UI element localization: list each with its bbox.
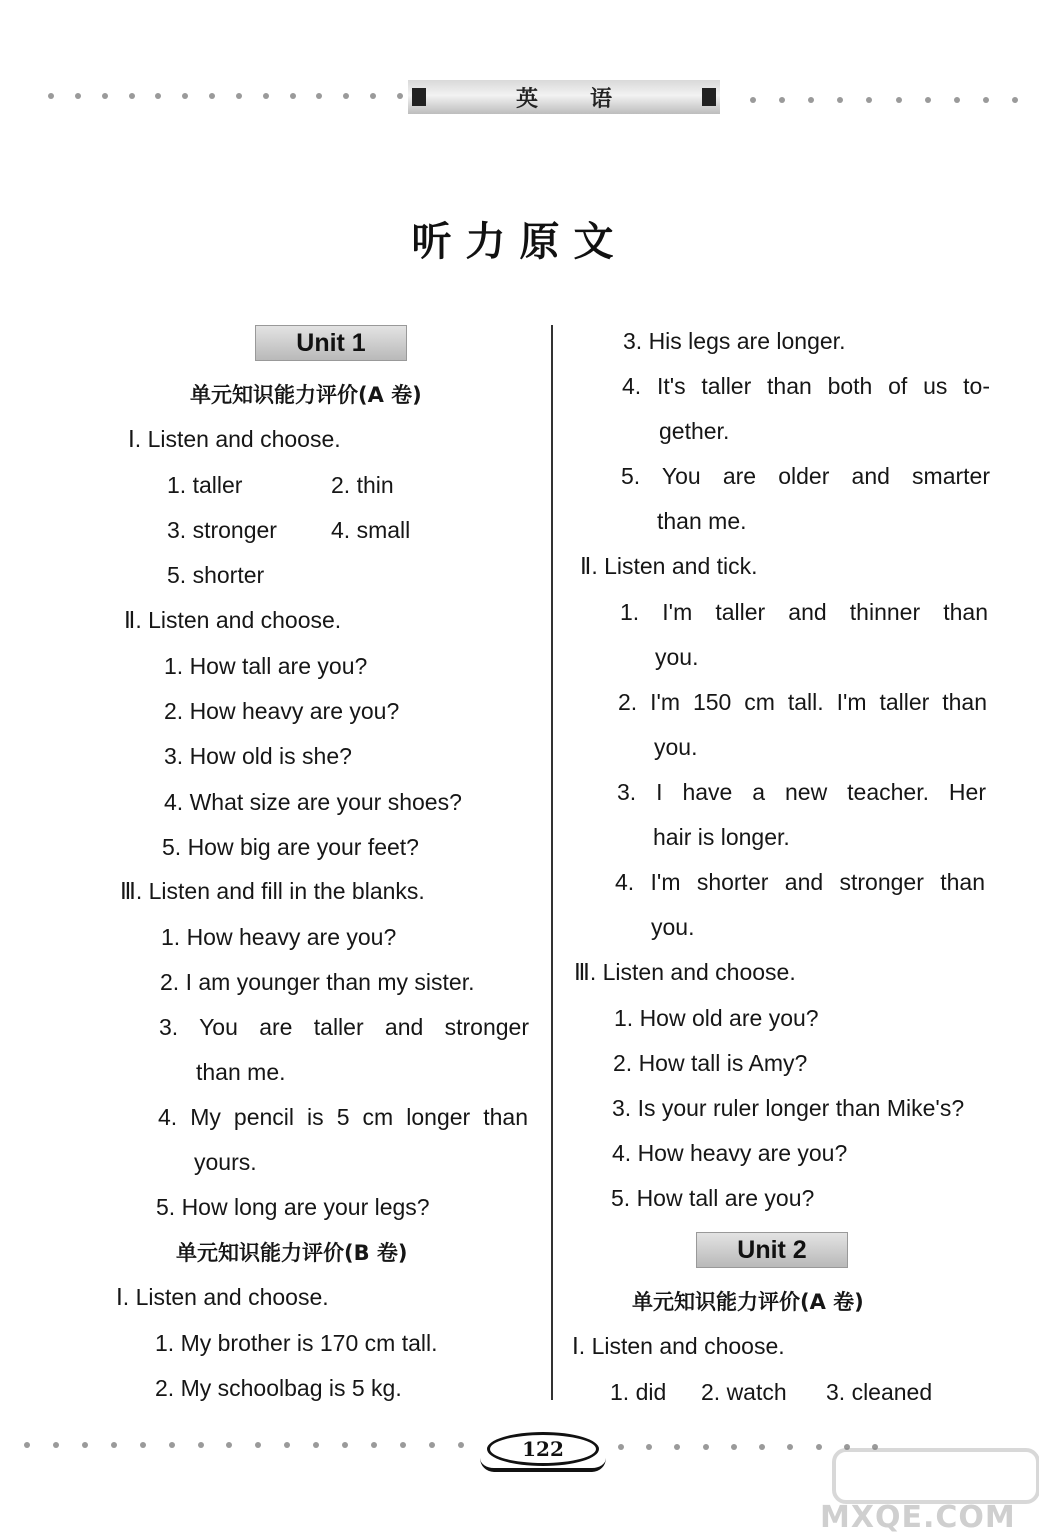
header-right-cap	[702, 88, 716, 106]
list-item: 3. You are taller and stronger	[159, 1014, 529, 1040]
list-item: 1. How old are you?	[614, 1005, 819, 1031]
list-item: 5. shorter	[167, 562, 265, 588]
header-left-cap	[412, 88, 426, 106]
list-item: 2. thin	[331, 472, 394, 498]
decorative-dot	[263, 93, 269, 99]
list-item: 5. You are older and smarter	[621, 463, 990, 489]
decorative-dot	[370, 93, 376, 99]
list-item: 4. What size are your shoes?	[164, 789, 462, 815]
list-item: 2. I am younger than my sister.	[160, 969, 475, 995]
list-item: 4. I'm shorter and stronger than	[615, 869, 985, 895]
decorative-dot	[458, 1442, 464, 1448]
subject-header-band	[408, 80, 720, 114]
unit2-a-part1-heading: Ⅰ. Listen and choose.	[572, 1333, 785, 1359]
decorative-dot	[82, 1442, 88, 1448]
unit-2-badge: Unit 2	[696, 1232, 848, 1268]
decorative-dot	[129, 93, 135, 99]
decorative-dot	[646, 1444, 652, 1450]
decorative-dot	[316, 93, 322, 99]
decorative-dot	[1012, 97, 1018, 103]
list-item: 4. It's taller than both of us to-	[622, 373, 990, 399]
decorative-dot	[759, 1444, 765, 1450]
unit-1-badge: Unit 1	[255, 325, 407, 361]
top-dot-row-left	[48, 93, 403, 99]
decorative-dot	[674, 1444, 680, 1450]
list-item: 3. How old is she?	[164, 743, 352, 769]
decorative-dot	[808, 97, 814, 103]
decorative-dot	[182, 93, 188, 99]
list-item-continuation: than me.	[657, 508, 747, 534]
list-item-continuation: you.	[651, 914, 695, 940]
list-item-continuation: than me.	[196, 1059, 286, 1085]
bottom-dot-row-left	[24, 1442, 464, 1448]
list-item: 5. How tall are you?	[611, 1185, 815, 1211]
unit1-b-part2-heading: Ⅱ. Listen and tick.	[580, 553, 758, 579]
decorative-dot	[75, 93, 81, 99]
list-item: 3. Is your ruler longer than Mike's?	[612, 1095, 965, 1121]
list-item: 1. did	[610, 1379, 667, 1405]
list-item-continuation: you.	[655, 644, 699, 670]
decorative-dot	[198, 1442, 204, 1448]
decorative-dot	[284, 1442, 290, 1448]
decorative-dot	[731, 1444, 737, 1450]
unit1-a-part1-heading: Ⅰ. Listen and choose.	[128, 426, 341, 452]
decorative-dot	[290, 93, 296, 99]
list-item: 1. taller	[167, 472, 243, 498]
list-item: 4. small	[331, 517, 411, 543]
watermark-logo	[832, 1448, 1039, 1504]
decorative-dot	[400, 1442, 406, 1448]
decorative-dot	[169, 1442, 175, 1448]
list-item: 3. cleaned	[826, 1379, 933, 1405]
list-item: 1. How heavy are you?	[161, 924, 397, 950]
decorative-dot	[750, 97, 756, 103]
decorative-dot	[837, 97, 843, 103]
column-divider	[551, 325, 553, 1400]
list-item: 2. How heavy are you?	[164, 698, 400, 724]
page-title: 听力原文	[411, 218, 628, 265]
unit1-b-part3-heading: Ⅲ. Listen and choose.	[574, 959, 796, 985]
list-item: 3. stronger	[167, 517, 277, 543]
list-item: 2. watch	[701, 1379, 787, 1405]
list-item-continuation: you.	[654, 734, 698, 760]
unit1-a-part2-heading: Ⅱ. Listen and choose.	[124, 607, 342, 633]
decorative-dot	[313, 1442, 319, 1448]
decorative-dot	[111, 1442, 117, 1448]
list-item: 2. How tall is Amy?	[613, 1050, 808, 1076]
page-number: 122	[487, 1432, 599, 1466]
decorative-dot	[24, 1442, 30, 1448]
decorative-dot	[397, 93, 403, 99]
decorative-dot	[429, 1442, 435, 1448]
unit1-a-section-title: 单元知识能力评价(A 卷)	[190, 383, 422, 407]
list-item: 2. My schoolbag is 5 kg.	[155, 1375, 402, 1401]
decorative-dot	[371, 1442, 377, 1448]
list-item: 1. How tall are you?	[164, 653, 368, 679]
list-item-continuation: hair is longer.	[653, 824, 790, 850]
watermark	[820, 1448, 1035, 1534]
decorative-dot	[209, 93, 215, 99]
decorative-dot	[703, 1444, 709, 1450]
decorative-dot	[48, 93, 54, 99]
unit1-b-section-title: 单元知识能力评价(B 卷)	[176, 1241, 408, 1265]
list-item-continuation: gether.	[659, 418, 730, 444]
list-item: 4. My pencil is 5 cm longer than	[158, 1104, 528, 1130]
list-item: 1. I'm taller and thinner than	[620, 599, 988, 625]
subject-header-title: 英语	[515, 86, 664, 112]
decorative-dot	[236, 93, 242, 99]
unit1-b-part1-heading: Ⅰ. Listen and choose.	[116, 1284, 329, 1310]
decorative-dot	[53, 1442, 59, 1448]
list-item: 1. My brother is 170 cm tall.	[155, 1330, 438, 1356]
decorative-dot	[255, 1442, 261, 1448]
decorative-dot	[925, 97, 931, 103]
decorative-dot	[140, 1442, 146, 1448]
watermark-text: MXQE.COM	[820, 1500, 1016, 1535]
list-item: 3. I have a new teacher. Her	[617, 779, 986, 805]
unit1-a-part3-heading: Ⅲ. Listen and fill in the blanks.	[120, 878, 425, 904]
decorative-dot	[343, 93, 349, 99]
decorative-dot	[155, 93, 161, 99]
list-item: 5. How long are your legs?	[156, 1194, 430, 1220]
list-item-continuation: yours.	[194, 1149, 257, 1175]
decorative-dot	[983, 97, 989, 103]
decorative-dot	[866, 97, 872, 103]
decorative-dot	[226, 1442, 232, 1448]
list-item: 3. His legs are longer.	[623, 328, 846, 354]
list-item: 5. How big are your feet?	[162, 834, 419, 860]
decorative-dot	[896, 97, 902, 103]
decorative-dot	[618, 1444, 624, 1450]
decorative-dot	[954, 97, 960, 103]
list-item: 4. How heavy are you?	[612, 1140, 848, 1166]
decorative-dot	[102, 93, 108, 99]
unit2-a-section-title: 单元知识能力评价(A 卷)	[632, 1290, 864, 1314]
top-dot-row-right	[750, 97, 1018, 103]
decorative-dot	[787, 1444, 793, 1450]
decorative-dot	[779, 97, 785, 103]
list-item: 2. I'm 150 cm tall. I'm taller than	[618, 689, 987, 715]
decorative-dot	[342, 1442, 348, 1448]
